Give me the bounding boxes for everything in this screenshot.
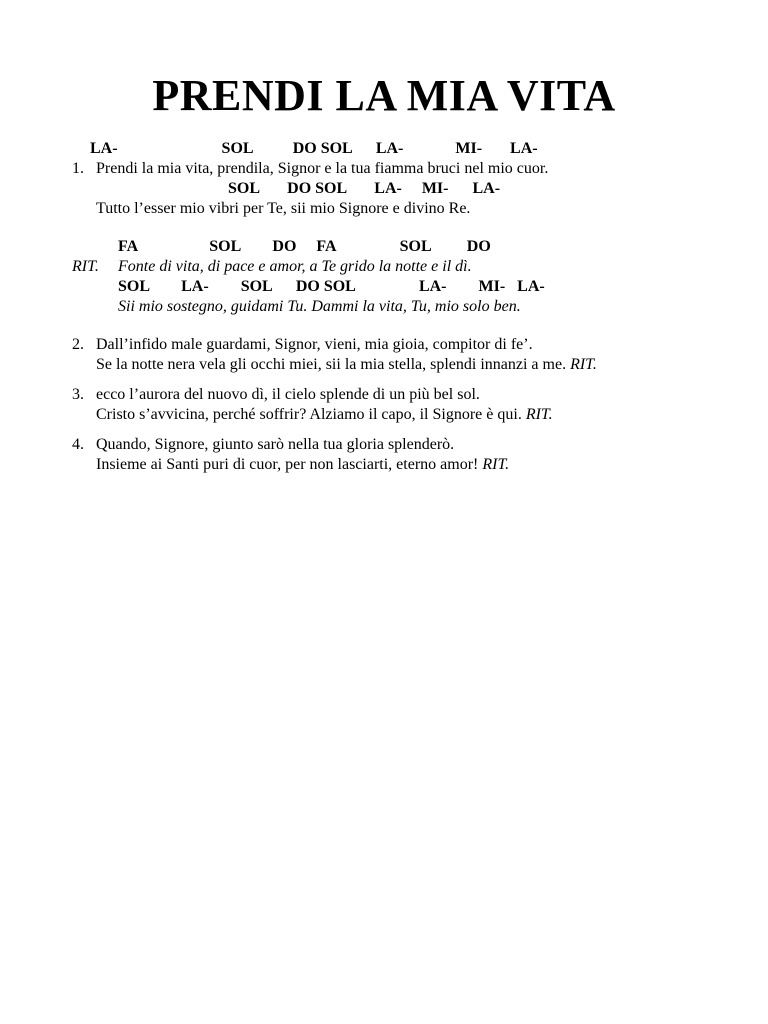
verse1-chords-line1: LA- SOL DO SOL LA- MI- LA- (90, 140, 538, 157)
page-title: PRENDI LA MIA VITA (152, 71, 616, 120)
verse2-number: 2. (72, 336, 84, 353)
verse3-number: 3. (72, 386, 84, 403)
refrain-lyric-line1: Fonte di vita, di pace e amor, a Te grido la notte e il dì. (118, 258, 472, 275)
verse2-line1: Dall’infido male guardami, Signor, vieni, mia gioia, compitor di fe’. (96, 336, 533, 353)
refrain-chords-line2: SOL LA- SOL DO SOL LA- MI- LA- (118, 278, 545, 295)
verse4-line1: Quando, Signore, giunto sarò nella tua gloria splenderò. (96, 436, 455, 453)
verse4-number: 4. (72, 436, 84, 453)
verse1-lyric-line2: Tutto l’esser mio vibri per Te, sii mio Signore e divino Re. (96, 200, 471, 217)
verse4-line2-text: Insieme ai Santi puri di cuor, per non lasciarti, eterno amor! (96, 456, 479, 473)
verse4-line2 (96, 456, 509, 474)
verse4-rit: RIT. (482, 456, 510, 473)
verse2-rit: RIT. (570, 356, 597, 373)
verse1-number: 1. (72, 160, 84, 177)
verse3-rit: RIT. (525, 406, 553, 423)
verse3-line2-text: Cristo s’avvicina, perché soffrir? Alziamo il capo, il Signore è qui. (96, 406, 522, 423)
verse2-line2 (96, 356, 597, 374)
refrain-label: RIT. (72, 258, 99, 275)
verse3-line1: ecco l’aurora del nuovo dì, il cielo splende di un più bel sol. (96, 386, 480, 403)
verse1-lyric-line1: Prendi la mia vita, prendila, Signor e la tua fiamma bruci nel mio cuor. (96, 160, 549, 177)
refrain-chords-line1: FA SOL DO FA SOL DO (118, 238, 491, 255)
refrain-lyric-line2: Sii mio sostegno, guidami Tu. Dammi la vita, Tu, mio solo ben. (118, 298, 521, 315)
verse1-chords-line2: SOL DO SOL LA- MI- LA- (228, 180, 501, 197)
verse2-line2-text: Se la notte nera vela gli occhi miei, sii la mia stella, splendi innanzi a me. (96, 356, 567, 373)
verse3-line2 (96, 406, 553, 424)
